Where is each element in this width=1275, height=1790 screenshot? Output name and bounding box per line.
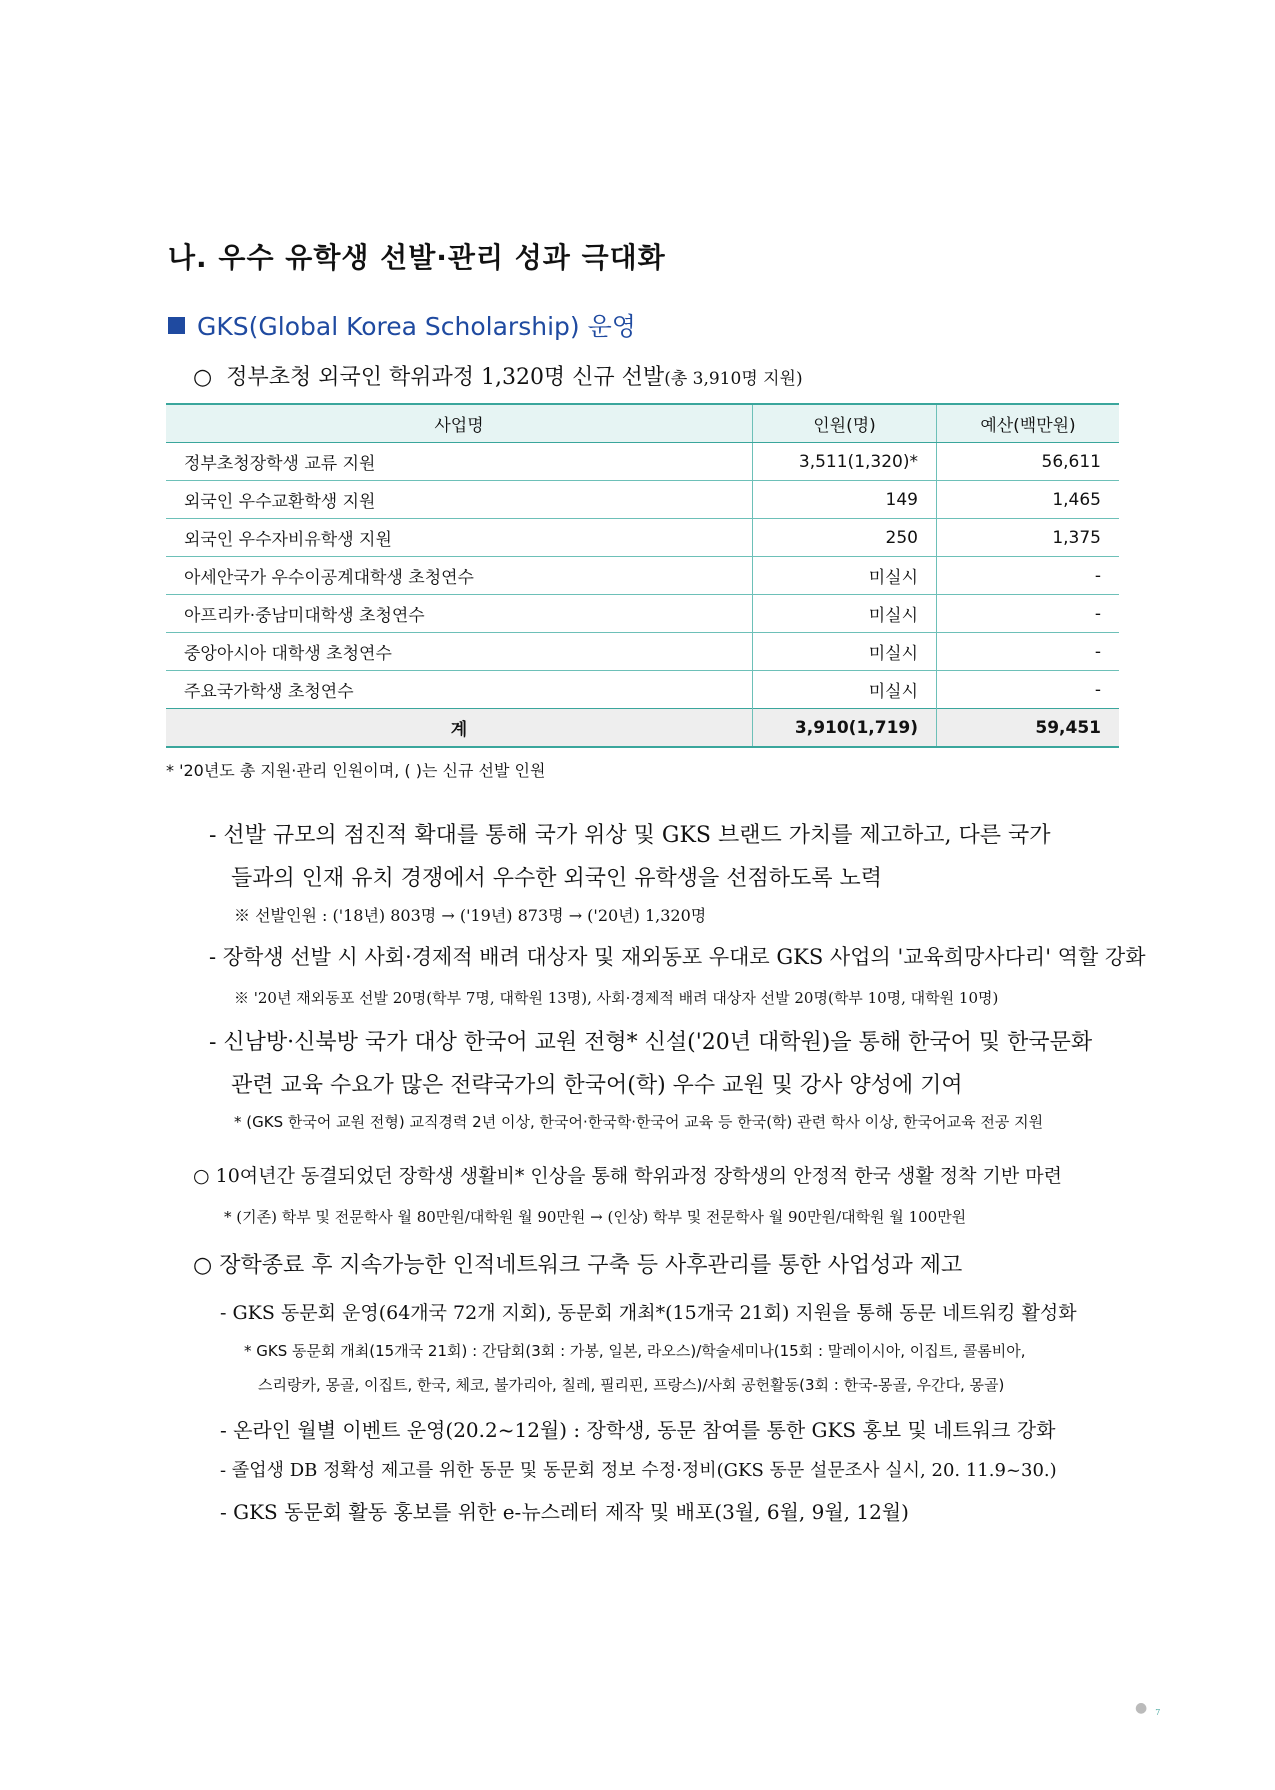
square-bullet-icon [168, 317, 185, 334]
cell-people: 미실시 [753, 633, 937, 671]
header-budget: 예산(백만원) [937, 404, 1120, 443]
cell-program: 외국인 우수교환학생 지원 [166, 481, 753, 519]
scholarship-table [166, 403, 1119, 748]
subsection-heading [168, 307, 636, 343]
page-number [1135, 1700, 1160, 1717]
table-row [166, 519, 1119, 557]
cell-people: 250 [753, 519, 937, 557]
total-label: 계 [166, 709, 753, 748]
page-number-text: 7 [1155, 1708, 1161, 1717]
bullet-dot-icon: ● [1135, 1700, 1148, 1716]
lead-bullet-note: (총 3,910명 지원) [664, 369, 803, 389]
body-line-5: 관련 교육 수요가 많은 전략국가의 한국어(학) 우수 교원 및 강사 양성에 기여 [231, 1073, 963, 1098]
cell-people: 149 [753, 481, 937, 519]
body-note-1: ※ 선발인원 : ('18년) 803명 → ('19년) 873명 → ('20년) 1,320명 [234, 906, 707, 925]
section-heading: 나. 우수 유학생 선발·관리 성과 극대화 [168, 241, 666, 274]
table-total-row [166, 709, 1119, 748]
body-note-2: ※ '20년 재외동포 선발 20명(학부 7명, 대학원 13명), 사회·경제적 배려 대상자 선발 20명(학부 10명, 대학원 10명) [234, 989, 999, 1007]
cell-people: 미실시 [753, 595, 937, 633]
circle-bullet-icon: ○ [193, 365, 213, 390]
cell-budget: - [937, 633, 1120, 671]
header-people: 인원(명) [753, 404, 937, 443]
body-line-3: - 장학생 선발 시 사회·경제적 배려 대상자 및 재외동포 우대로 GKS 사업의 '교육희망사다리' 역할 강화 [209, 945, 1146, 969]
table-row [166, 481, 1119, 519]
table-header-row [166, 404, 1119, 443]
cell-program: 주요국가학생 초청연수 [166, 671, 753, 709]
cell-budget: - [937, 557, 1120, 595]
subsection-heading-text: GKS(Global Korea Scholarship) 운영 [197, 312, 636, 341]
cell-budget: 56,611 [937, 443, 1120, 481]
cell-budget: - [937, 595, 1120, 633]
body-line-2: 들과의 인재 유치 경쟁에서 우수한 외국인 유학생을 선점하도록 노력 [231, 866, 883, 891]
body-line-9: - 온라인 월별 이벤트 운영(20.2~12월) : 장학생, 동문 참여를 통한 GKS 홍보 및 네트워크 강화 [220, 1418, 1056, 1442]
body-note-3: * (GKS 한국어 교원 전형) 교직경력 2년 이상, 한국어·한국학·한국어 교육 등 한국(학) 관련 학사 이상, 한국어교육 전공 지원 [234, 1113, 1044, 1131]
total-budget: 59,451 [937, 709, 1120, 748]
cell-program: 아프리카·중남미대학생 초청연수 [166, 595, 753, 633]
cell-program: 정부초청장학생 교류 지원 [166, 443, 753, 481]
body-line-10: - 졸업생 DB 정확성 제고를 위한 동문 및 동문회 정보 수정·정비(GKS 동문 설문조사 실시, 20. 11.9~30.) [220, 1460, 1057, 1481]
cell-program: 외국인 우수자비유학생 지원 [166, 519, 753, 557]
table-footnote: * '20년도 총 지원·관리 인원이며, ( )는 신규 선발 인원 [166, 761, 546, 780]
cell-program: 중앙아시아 대학생 초청연수 [166, 633, 753, 671]
cell-people: 미실시 [753, 671, 937, 709]
body-note-5: * GKS 동문회 개최(15개국 21회) : 간담회(3회 : 가봉, 일본, 라오스)/학술세미나(15회 : 말레이시아, 이집트, 콜롬비아, [244, 1342, 1026, 1360]
cell-budget: 1,465 [937, 481, 1120, 519]
cell-budget: 1,375 [937, 519, 1120, 557]
table-row [166, 671, 1119, 709]
body-line-1: - 선발 규모의 점진적 확대를 통해 국가 위상 및 GKS 브랜드 가치를 제고하고, 다른 국가 [209, 823, 1051, 848]
lead-bullet [193, 360, 803, 391]
table-row [166, 595, 1119, 633]
cell-people: 미실시 [753, 557, 937, 595]
body-note-4: * (기존) 학부 및 전문학사 월 80만원/대학원 월 90만원 → (인상) 학부 및 전문학사 월 90만원/대학원 월 100만원 [224, 1208, 967, 1226]
lead-bullet-text: 정부초청 외국인 학위과정 1,320명 신규 선발 [226, 365, 665, 390]
cell-budget: - [937, 671, 1120, 709]
header-program: 사업명 [166, 404, 753, 443]
cell-program: 아세안국가 우수이공계대학생 초청연수 [166, 557, 753, 595]
total-people: 3,910(1,719) [753, 709, 937, 748]
body-line-4: - 신남방·신북방 국가 대상 한국어 교원 전형* 신설('20년 대학원)을 통해 한국어 및 한국문화 [209, 1030, 1093, 1055]
body-line-8: - GKS 동문회 운영(64개국 72개 지회), 동문회 개최*(15개국 21회) 지원을 통해 동문 네트워킹 활성화 [220, 1302, 1077, 1324]
body-note-6: 스리랑카, 몽골, 이집트, 한국, 체코, 불가리아, 칠레, 필리핀, 프랑스)/사회 공헌활동(3회 : 한국-몽골, 우간다, 몽골) [258, 1376, 1005, 1394]
body-line-11: - GKS 동문회 활동 홍보를 위한 e-뉴스레터 제작 및 배포(3월, 6월, 9월, 12월) [220, 1500, 909, 1524]
table-row [166, 557, 1119, 595]
body-line-7: ○ 장학종료 후 지속가능한 인적네트워크 구축 등 사후관리를 통한 사업성과 제고 [193, 1253, 963, 1278]
table-row [166, 443, 1119, 481]
cell-people: 3,511(1,320)* [753, 443, 937, 481]
body-line-6: ○ 10여년간 동결되었던 장학생 생활비* 인상을 통해 학위과정 장학생의 안정적 한국 생활 정착 기반 마련 [193, 1165, 1062, 1187]
table-row [166, 633, 1119, 671]
